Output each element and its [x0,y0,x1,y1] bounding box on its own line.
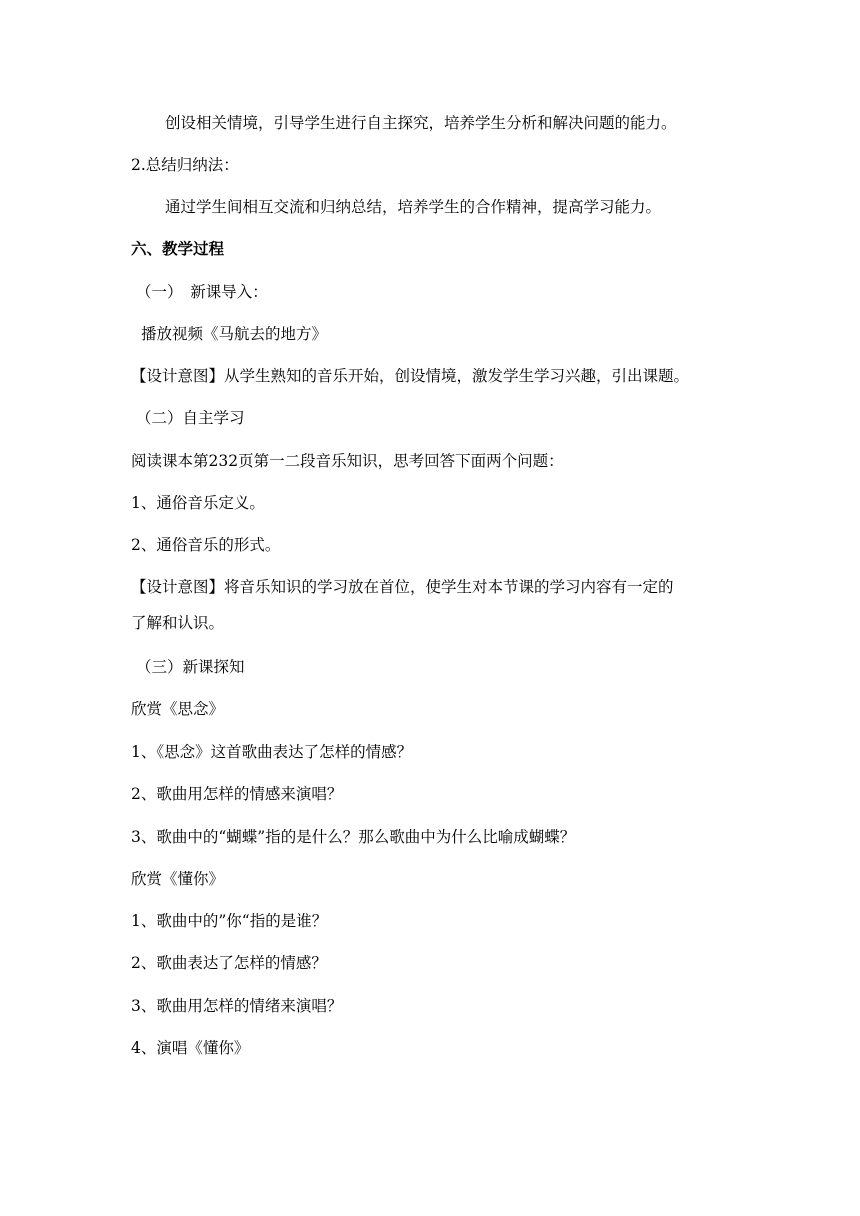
design-intent-line-2b: 了解和认识。 [131,614,225,632]
design-intent-line-1: 【设计意图】从学生熟知的音乐开始，创设情境，激发学生学习兴趣，引出课题。 [131,367,690,385]
subsection-new-lesson-intro: （一） 新课导入： [136,283,268,301]
sinian-question-2: 2、歌曲用怎样的情感来演唱？ [131,785,343,803]
play-video-line: 播放视频《马航去的地方》 [141,325,328,343]
section-heading-teaching-process: 六、教学过程 [131,239,225,258]
dongni-question-3: 3、歌曲用怎样的情绪来演唱？ [131,997,343,1015]
dongni-question-1: 1、歌曲中的”你“指的是谁？ [131,912,328,930]
reading-task-line: 阅读课本第232页第一二段音乐知识，思考回答下面两个问题： [131,452,564,470]
subsection-new-lesson-explore: （三）新课探知 [136,658,245,676]
dongni-question-2: 2、歌曲表达了怎样的情感？ [131,954,327,972]
appreciate-sinian-heading: 欣赏《思念》 [131,700,225,718]
appreciate-dongni-heading: 欣赏《懂你》 [131,870,225,888]
design-intent-line-2a: 【设计意图】将音乐知识的学习放在首位，使学生对本节课的学习内容有一定的 [131,578,674,596]
summary-description-line: 通过学生间相互交流和归纳总结，培养学生的合作精神，提高学习能力。 [165,198,662,216]
dongni-task-4: 4、演唱《懂你》 [131,1039,250,1057]
question-popular-music-forms: 2、通俗音乐的形式。 [131,536,281,554]
method-description-line: 创设相关情境，引导学生进行自主探究，培养学生分析和解决问题的能力。 [165,114,677,132]
sinian-question-1: 1、《思念》这首歌曲表达了怎样的情感？ [131,743,413,761]
method-heading-summary: 2.总结归纳法： [131,156,239,174]
question-popular-music-definition: 1、通俗音乐定义。 [131,494,265,512]
subsection-self-study: （二）自主学习 [136,409,245,427]
sinian-question-3: 3、歌曲中的“蝴蝶”指的是什么？那么歌曲中为什么比喻成蝴蝶？ [131,828,576,846]
